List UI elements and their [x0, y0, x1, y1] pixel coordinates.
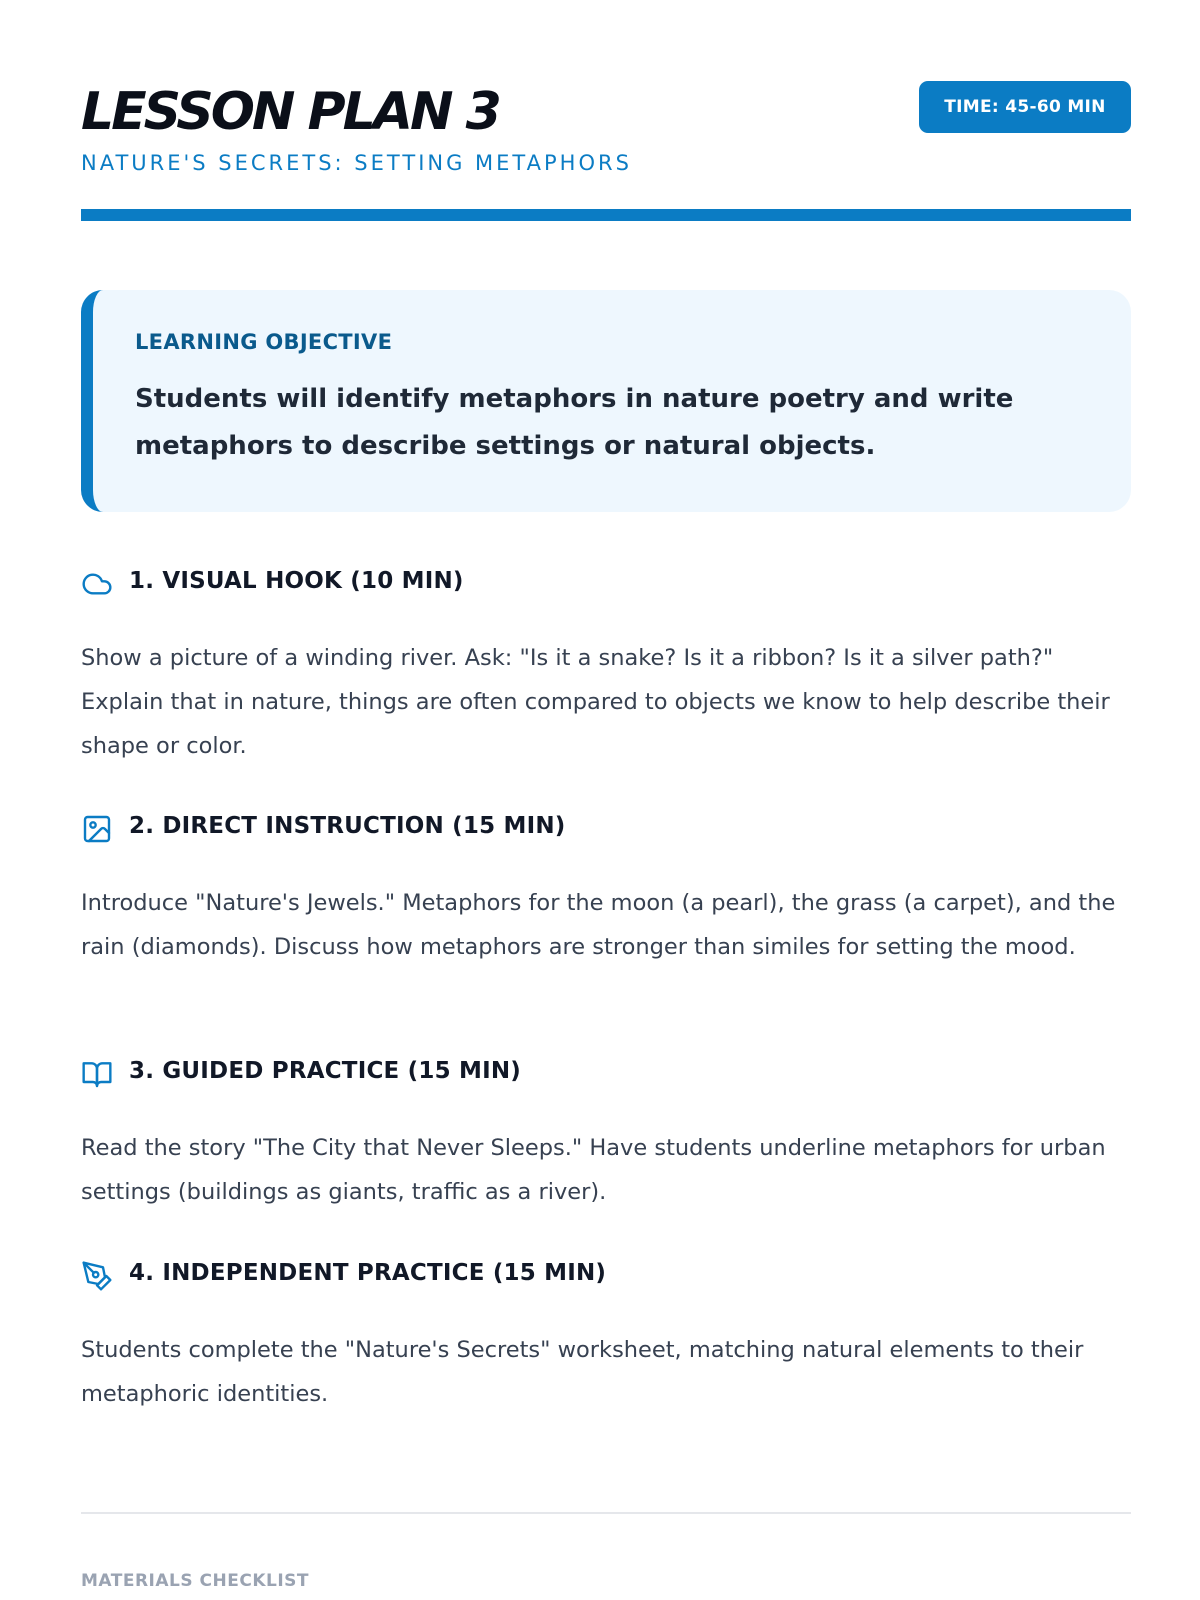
section-visual-hook	[81, 566, 1131, 768]
time-badge: TIME: 45-60 MIN	[919, 81, 1131, 133]
section-title: 3. GUIDED PRACTICE (15 MIN)	[129, 1058, 521, 1084]
section-body: Show a picture of a winding river. Ask: "Is it a snake? Is it a ribbon? Is it a silver path?" Explain that in nature, things are often compared to objects we know to help describe their shape or color.	[81, 645, 1110, 759]
image-icon	[81, 813, 113, 845]
section-header	[81, 566, 1131, 598]
page-title: LESSON PLAN 3	[81, 82, 499, 142]
page-subtitle: NATURE'S SECRETS: SETTING METAPHORS	[81, 151, 632, 175]
section-header	[81, 1056, 1131, 1088]
pen-tool-icon	[81, 1260, 113, 1292]
section-body: Students complete the "Nature's Secrets" worksheet, matching natural elements to their metaphoric identities.	[81, 1337, 1084, 1407]
objective-text: Students will identify metaphors in nature poetry and write metaphors to describe settings or natural objects.	[135, 384, 1014, 461]
section-body: Read the story "The City that Never Sleeps." Have students underline metaphors for urban settings (buildings as giants, traffic as a river).	[81, 1135, 1106, 1205]
materials-checklist-heading: MATERIALS CHECKLIST	[81, 1571, 309, 1591]
section-body: Introduce "Nature's Jewels." Metaphors for the moon (a pearl), the grass (a carpet), and the rain (diamonds). Discuss how metaphors are stronger than similes for setting the mood.	[81, 890, 1116, 960]
learning-objective-card	[81, 290, 1131, 512]
section-title: 1. VISUAL HOOK (10 MIN)	[129, 568, 464, 594]
objective-label: LEARNING OBJECTIVE	[135, 330, 393, 354]
section-independent-practice	[81, 1258, 1131, 1416]
section-title: 4. INDEPENDENT PRACTICE (15 MIN)	[129, 1260, 607, 1286]
section-header	[81, 811, 1131, 843]
footer-divider	[81, 1512, 1131, 1514]
section-title: 2. DIRECT INSTRUCTION (15 MIN)	[129, 813, 566, 839]
section-header	[81, 1258, 1131, 1290]
cloud-icon	[81, 568, 113, 600]
header	[81, 78, 1131, 173]
section-guided-practice	[81, 1056, 1131, 1214]
book-open-icon	[81, 1058, 113, 1090]
lesson-plan-page	[81, 0, 1131, 1600]
header-divider	[81, 209, 1131, 221]
section-direct-instruction	[81, 811, 1131, 969]
